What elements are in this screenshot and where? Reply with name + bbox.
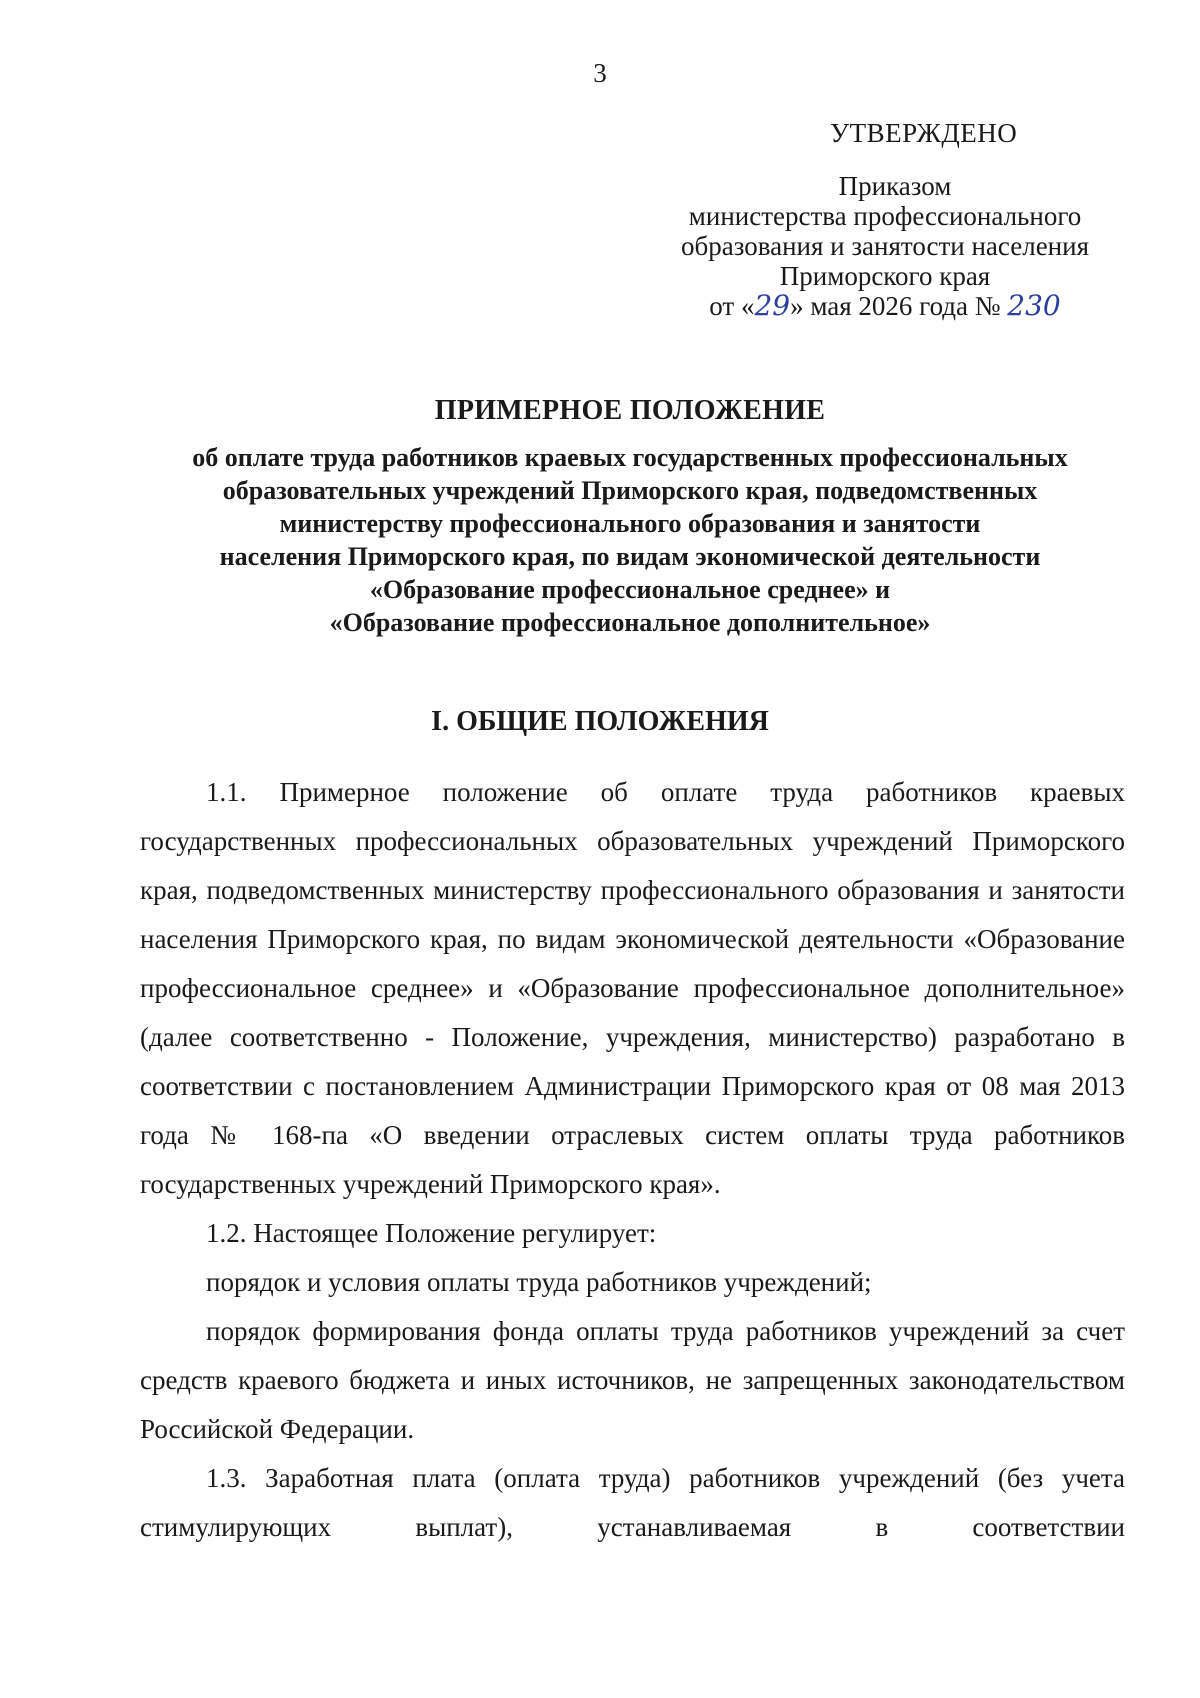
approval-date-line bbox=[650, 291, 1120, 321]
section-heading: I. ОБЩИЕ ПОЛОЖЕНИЯ bbox=[431, 706, 769, 737]
document-title-block bbox=[140, 395, 1120, 639]
paragraph-1-2: 1.2. Настоящее Положение регулирует: bbox=[206, 1218, 657, 1248]
document-body bbox=[140, 768, 1125, 1552]
subtitle-line: об оплате труда работников краевых государственных профессиональных bbox=[192, 443, 1068, 472]
document-subtitle bbox=[140, 441, 1120, 639]
subtitle-line: министерству профессионального образования и занятости bbox=[279, 509, 981, 538]
paragraph-1-1: 1.1. Примерное положение об оплате труда работников краевых государственных профессиональных образовательных учреждений Приморского края, подведомственных министерству профессионального образования и занятости населения Приморского края, по видам экономической деятельности «Образование профессиональное среднее» и «Образование профессиональное дополнительное» (далее соответственно - Положение, учреждения, министерство) разработано в соответствии с постановлением Администрации Приморского края от 08 мая 2013 года № 168-па «О введении отраслевых систем оплаты труда работников государственных учреждений Приморского края». bbox=[140, 777, 1125, 1199]
subtitle-line: «Образование профессиональное дополнительное» bbox=[329, 608, 931, 637]
approval-stamp-block bbox=[650, 118, 1170, 321]
subtitle-line: образовательных учреждений Приморского края, подведомственных bbox=[222, 476, 1038, 505]
approval-line-ministry: министерства профессионального bbox=[688, 201, 1082, 231]
handwritten-day: 29 bbox=[754, 289, 791, 322]
date-suffix: » мая 2026 года № bbox=[790, 291, 1001, 321]
document-title: ПРИМЕРНОЕ ПОЛОЖЕНИЕ bbox=[434, 395, 826, 426]
paragraph-list-item: порядок и условия оплаты труда работников учреждений; bbox=[206, 1267, 872, 1297]
paragraph-list-item: порядок формирования фонда оплаты труда работников учреждений за счет средств краевого бюджета и иных источников, не запрещенных законодательством Российской Федерации. bbox=[140, 1316, 1125, 1444]
approval-line-education: образования и занятости населения bbox=[681, 231, 1089, 261]
page-number: 3 bbox=[593, 58, 607, 88]
date-prefix: от « bbox=[709, 291, 755, 321]
approval-line-region: Приморского края bbox=[779, 261, 991, 291]
approval-heading: УТВЕРЖДЕНО bbox=[830, 118, 1018, 148]
approval-line-order: Приказом bbox=[838, 171, 952, 201]
subtitle-line: «Образование профессиональное среднее» и bbox=[369, 575, 891, 604]
handwritten-order-number: 230 bbox=[1007, 289, 1061, 322]
paragraph-1-3: 1.3. Заработная плата (оплата труда) работников учреждений (без учета стимулирующих выплат), устанавливаемая в соответствии bbox=[140, 1463, 1125, 1542]
subtitle-line: населения Приморского края, по видам экономической деятельности bbox=[219, 542, 1041, 571]
